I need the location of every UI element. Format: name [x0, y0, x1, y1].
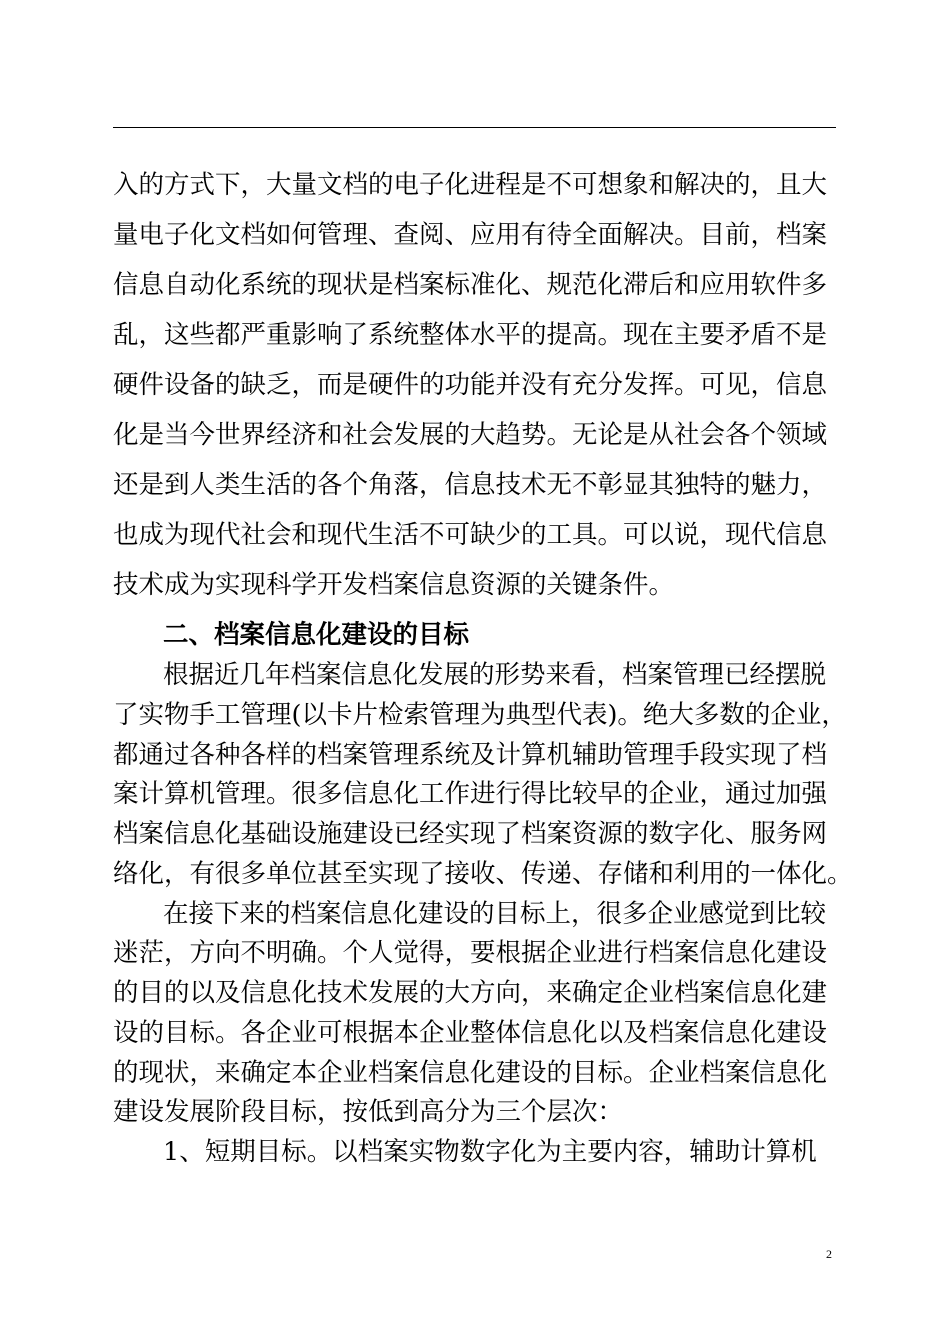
text-line: 还是到人类生活的各个角落，信息技术无不彰显其独特的魅力， — [113, 470, 828, 500]
text-line: 的目的以及信息化技术发展的大方向，来确定企业档案信息化建 — [113, 978, 828, 1008]
text-line: 入的方式下，大量文档的电子化进程是不可想象和解决的，且大 — [113, 170, 828, 200]
text-line: 的现状，来确定本企业档案信息化建设的目标。企业档案信息化 — [113, 1058, 828, 1088]
header-rule — [113, 127, 836, 128]
text-line: 设的目标。各企业可根据本企业整体信息化以及档案信息化建设 — [113, 1018, 828, 1048]
text-line: 了实物手工管理(以卡片检索管理为典型代表)。绝大多数的企业， — [113, 700, 847, 730]
text-line: 迷茫，方向不明确。个人觉得，要根据企业进行档案信息化建设 — [113, 938, 828, 968]
text-line: 硬件设备的缺乏，而是硬件的功能并没有充分发挥。可见，信息 — [113, 370, 828, 400]
text-line: 化是当今世界经济和社会发展的大趋势。无论是从社会各个领域 — [113, 420, 828, 450]
text-line: 1、短期目标。以档案实物数字化为主要内容，辅助计算机 — [163, 1137, 817, 1167]
text-line: 根据近几年档案信息化发展的形势来看，档案管理已经摆脱 — [163, 660, 827, 690]
text-line: 技术成为实现科学开发档案信息资源的关键条件。 — [113, 570, 675, 600]
text-line: 档案信息化基础设施建设已经实现了档案资源的数字化、服务网 — [113, 819, 828, 849]
text-line: 乱，这些都严重影响了系统整体水平的提高。现在主要矛盾不是 — [113, 320, 828, 350]
text-line: 建设发展阶段目标，按低到高分为三个层次： — [113, 1097, 624, 1127]
page-number: 2 — [826, 1247, 832, 1261]
text-line: 在接下来的档案信息化建设的目标上，很多企业感觉到比较 — [163, 899, 827, 929]
text-line: 络化，有很多单位甚至实现了接收、传递、存储和利用的一体化。 — [113, 859, 853, 889]
text-line: 案计算机管理。很多信息化工作进行得比较早的企业，通过加强 — [113, 779, 828, 809]
text-line: 都通过各种各样的档案管理系统及计算机辅助管理手段实现了档 — [113, 740, 828, 770]
section-heading: 二、档案信息化建设的目标 — [163, 620, 470, 650]
text-line: 信息自动化系统的现状是档案标准化、规范化滞后和应用软件多 — [113, 270, 828, 300]
text-line: 量电子化文档如何管理、查阅、应用有待全面解决。目前，档案 — [113, 220, 828, 250]
text-line: 也成为现代社会和现代生活不可缺少的工具。可以说，现代信息 — [113, 520, 828, 550]
